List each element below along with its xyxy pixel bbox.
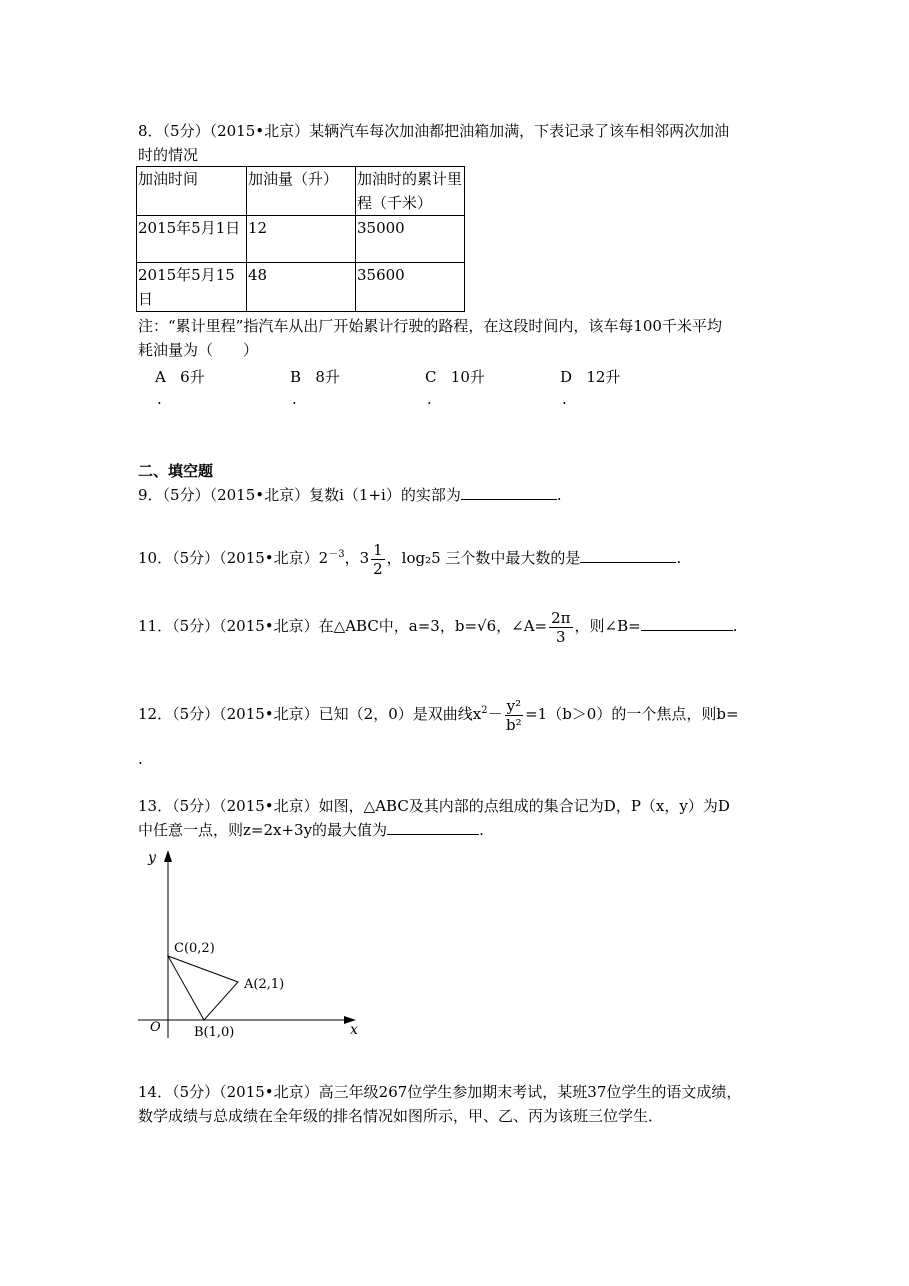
y-axis-arrow [164,850,172,862]
q13-text: 中任意一点，则z=2x+3y的最大值为 [138,821,388,839]
fuel-table [136,166,465,312]
q11-end: . [732,617,738,635]
table-row [137,263,465,312]
fraction-num: 1 [373,540,383,559]
option-text: 6升 [180,368,205,386]
fraction [371,541,385,578]
fraction [549,609,572,646]
q12-exp: 2 [481,705,488,716]
q9-text: 9．（5分）（2015•北京）复数i（1+i）的实部为 [138,486,461,504]
fraction-den: 3 [556,627,566,646]
q11 [138,606,737,646]
triangle-abc [168,956,238,1020]
fraction-den: b² [506,715,522,734]
answer-blank [387,820,479,835]
q13-line1: 13．（5分）（2015•北京）如图，△ABC及其内部的点组成的集合记为D，P（x，y）为D [138,797,730,815]
option-c [425,366,485,387]
q12-after: =1（b＞0）的一个焦点，则b= [525,705,739,723]
option-letter: C [425,368,437,386]
q12 [138,684,739,741]
option-dot: . [427,390,432,408]
q13-end: . [479,821,484,839]
table-cell: 35000 [356,216,465,263]
option-dot: . [292,390,297,408]
q10-exp: －3 [328,549,345,560]
point-c-label: C(0,2) [174,941,215,956]
q10-after: ，log₂5 三个数中最大数的是 [386,549,581,567]
triangle-figure [130,846,370,1046]
option-dot: . [157,390,162,408]
q8-line2: 时的情况 [138,146,199,164]
x-axis-label: x [350,1022,358,1038]
q8-note2: 耗油量为（ ） [138,341,259,359]
q12-minus: － [487,705,503,723]
fraction-num: y² [506,696,522,715]
answer-blank [641,616,733,631]
origin-label: O [150,1020,161,1035]
option-letter: A [155,368,166,386]
option-letter: D [560,368,573,386]
answer-blank [461,485,557,500]
option-b [290,366,340,387]
table-cell: 35600 [356,263,465,312]
q14-line2: 数学成绩与总成绩在全年级的排名情况如图所示，甲、乙、丙为该班三位学生． [138,1107,664,1125]
option-text: 10升 [450,368,485,386]
table-header: 加油时间 [137,167,247,216]
y-axis-label: y [148,850,156,866]
q11-after: ，则∠B= [574,617,641,635]
table-header: 加油时的累计里程（千米） [356,167,465,216]
option-a [155,366,205,387]
table-header: 加油量（升） [247,167,356,216]
q14-line1: 14．（5分）（2015•北京）高三年级267位学生参加期末考试，某班37位学生的语文成绩， [138,1083,742,1101]
option-dot: . [562,390,567,408]
table-cell: 2015年5月15日 [137,263,247,312]
q10 [138,537,681,578]
q12-prefix: 12．（5分）（2015•北京）已知（2，0）是双曲线x [138,705,482,723]
q9-end: . [556,486,562,504]
answer-blank [580,548,676,563]
q10-prefix: 10．（5分）（2015•北京）2 [138,549,329,567]
q11-prefix: 11．（5分）（2015•北京）在△ABC中，a=3，b=√6，∠A= [138,617,548,635]
option-text: 8升 [315,368,340,386]
q10-end: . [676,549,682,567]
fraction [505,697,524,734]
point-b-label: B(1,0) [194,1025,235,1040]
table-cell: 48 [247,263,356,312]
section-heading: 二、填空题 [138,462,214,480]
point-a-label: A(2,1) [244,977,285,992]
q8-line1: 8．（5分）（2015•北京）某辆汽车每次加油都把油箱加满，下表记录了该车相邻两次加油 [138,122,730,140]
option-d [560,366,620,387]
q9 [138,485,562,505]
q13-line2 [138,820,484,840]
fraction-den: 2 [373,559,383,578]
option-letter: B [290,368,302,386]
table-row [137,216,465,263]
q10-mid: ，3 [344,549,370,567]
fraction-num: 2π [551,608,571,627]
q12-dot: . [138,750,143,768]
q8-note1: 注：“累计里程”指汽车从出厂开始累计行驶的路程，在这段时间内，该车每100千米平均 [138,317,722,335]
option-text: 12升 [586,368,621,386]
table-header-row [137,167,465,216]
table-cell: 2015年5月1日 [137,216,247,263]
table-cell: 12 [247,216,356,263]
